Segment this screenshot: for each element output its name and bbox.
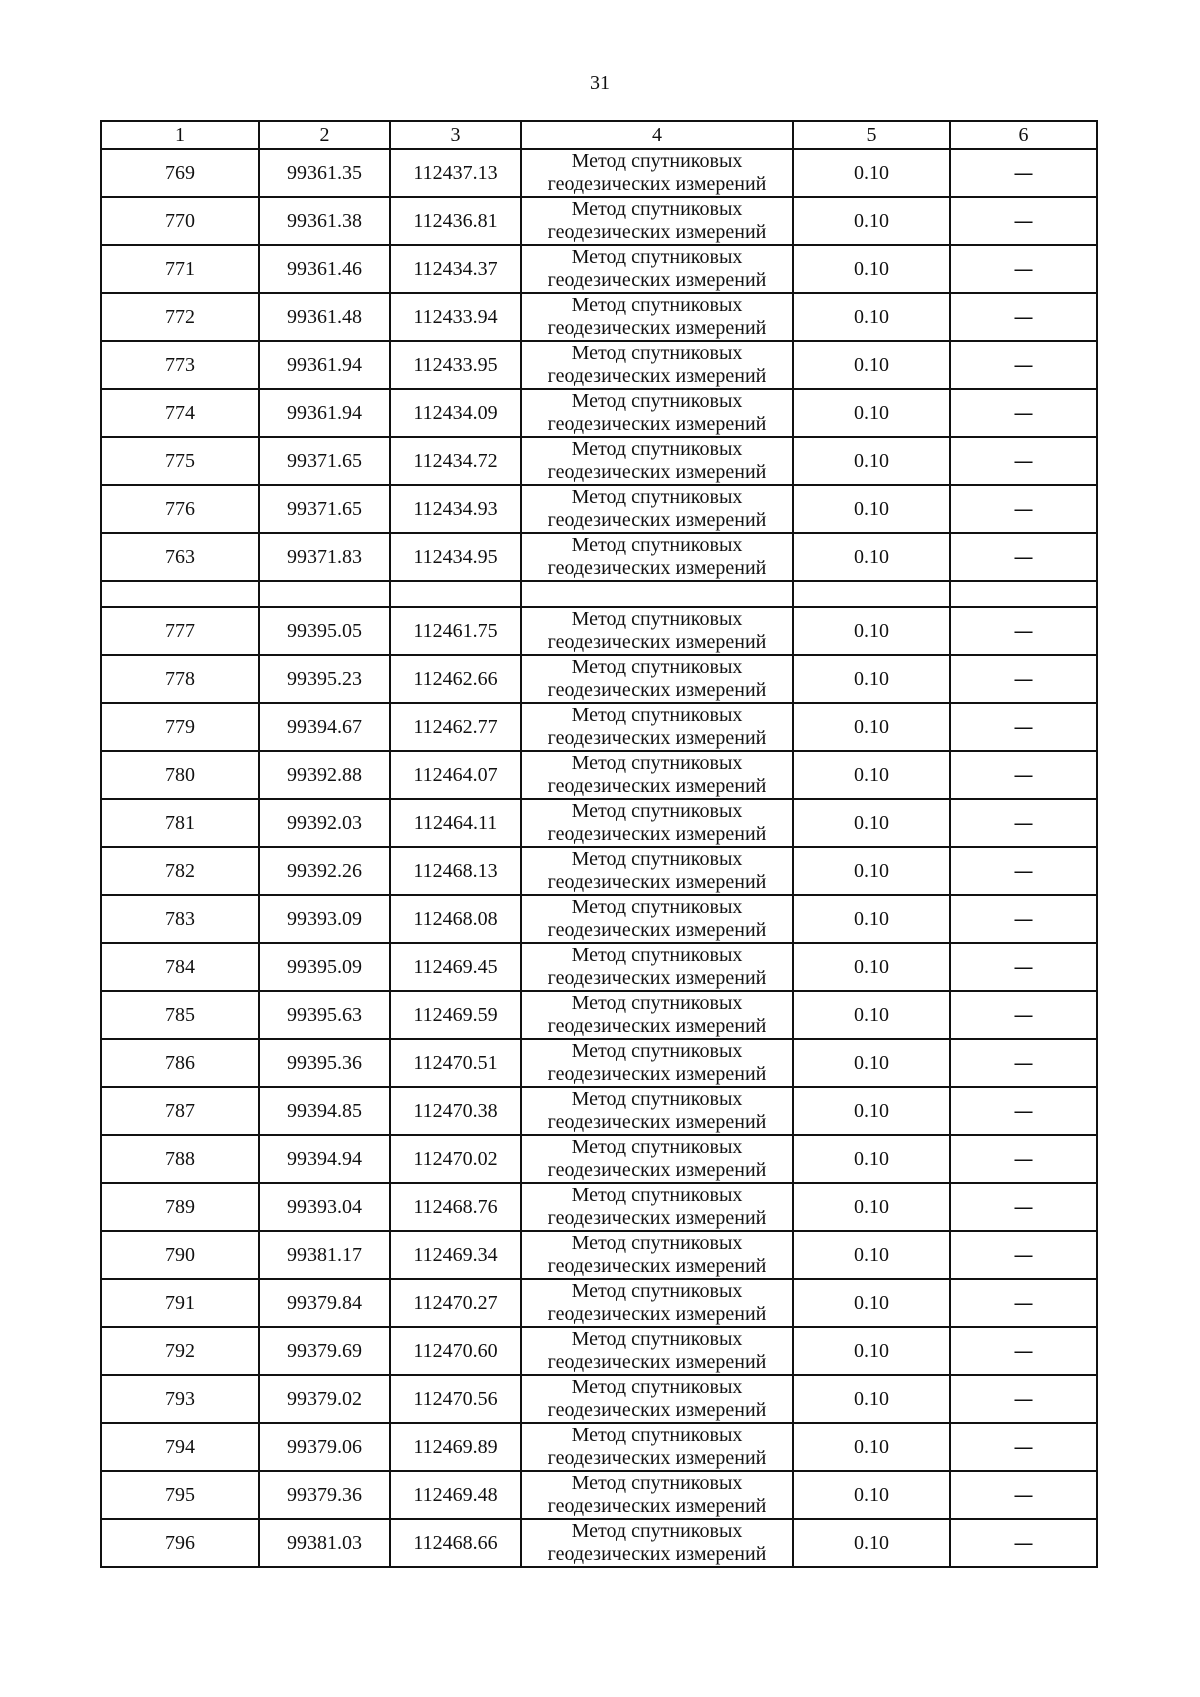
precision-cell: 0.10 [793,991,950,1039]
x-coordinate-cell: 99381.03 [259,1519,390,1567]
table-row [101,533,1097,581]
point-number-cell: 776 [101,485,259,533]
note-cell: — [950,1231,1097,1279]
point-number-cell: 771 [101,245,259,293]
method-cell [521,847,793,895]
column-header: 6 [950,121,1097,149]
precision-cell: 0.10 [793,1375,950,1423]
note-cell: — [950,1471,1097,1519]
method-line-2: геодезических измерений [547,919,767,941]
precision-cell: 0.10 [793,847,950,895]
note-cell: — [950,1375,1097,1423]
method-cell [521,485,793,533]
table-row [101,655,1097,703]
point-number-cell: 788 [101,1135,259,1183]
y-coordinate-cell: 112464.11 [390,799,521,847]
method-line-1: Метод спутниковых [571,1040,743,1062]
method-cell [521,437,793,485]
method-cell [521,1183,793,1231]
method-cell [521,1519,793,1567]
table-row [101,293,1097,341]
note-cell: — [950,703,1097,751]
page-number: 31 [590,72,610,94]
method-cell [521,799,793,847]
method-line-2: геодезических измерений [547,413,767,435]
note-cell: — [950,655,1097,703]
method-line-2: геодезических измерений [547,1063,767,1085]
x-coordinate-cell: 99394.67 [259,703,390,751]
method-line-2: геодезических измерений [547,173,767,195]
point-number-cell: 794 [101,1423,259,1471]
x-coordinate-cell: 99394.94 [259,1135,390,1183]
precision-cell: 0.10 [793,1135,950,1183]
method-line-1: Метод спутниковых [571,294,743,316]
precision-cell: 0.10 [793,485,950,533]
table-row [101,245,1097,293]
y-coordinate-cell: 112469.45 [390,943,521,991]
x-coordinate-cell: 99361.94 [259,341,390,389]
y-coordinate-cell: 112470.38 [390,1087,521,1135]
method-cell [521,1327,793,1375]
y-coordinate-cell: 112470.02 [390,1135,521,1183]
method-line-1: Метод спутниковых [571,848,743,870]
table-row [101,1327,1097,1375]
x-coordinate-cell: 99361.38 [259,197,390,245]
note-cell: — [950,341,1097,389]
note-cell: — [950,1183,1097,1231]
method-cell [521,197,793,245]
point-number-cell: 772 [101,293,259,341]
method-line-2: геодезических измерений [547,1255,767,1277]
x-coordinate-cell: 99361.46 [259,245,390,293]
method-line-1: Метод спутниковых [571,1184,743,1206]
x-coordinate-cell: 99379.36 [259,1471,390,1519]
precision-cell: 0.10 [793,1471,950,1519]
note-cell: — [950,245,1097,293]
x-coordinate-cell: 99395.36 [259,1039,390,1087]
point-number-cell: 770 [101,197,259,245]
y-coordinate-cell: 112470.51 [390,1039,521,1087]
method-line-1: Метод спутниковых [571,944,743,966]
precision-cell: 0.10 [793,293,950,341]
table-row [101,389,1097,437]
method-line-2: геодезических измерений [547,775,767,797]
precision-cell: 0.10 [793,895,950,943]
method-line-1: Метод спутниковых [571,1136,743,1158]
precision-cell: 0.10 [793,1231,950,1279]
column-header: 3 [390,121,521,149]
method-line-1: Метод спутниковых [571,1088,743,1110]
method-line-2: геодезических измерений [547,557,767,579]
method-cell [521,1039,793,1087]
empty-cell [390,581,521,607]
x-coordinate-cell: 99379.84 [259,1279,390,1327]
column-header: 5 [793,121,950,149]
table-row [101,703,1097,751]
empty-cell [101,581,259,607]
y-coordinate-cell: 112434.93 [390,485,521,533]
precision-cell: 0.10 [793,389,950,437]
y-coordinate-cell: 112434.72 [390,437,521,485]
point-number-cell: 793 [101,1375,259,1423]
method-cell [521,895,793,943]
x-coordinate-cell: 99371.65 [259,485,390,533]
y-coordinate-cell: 112461.75 [390,607,521,655]
method-line-1: Метод спутниковых [571,390,743,412]
method-line-2: геодезических измерений [547,1015,767,1037]
method-line-1: Метод спутниковых [571,342,743,364]
method-cell [521,1375,793,1423]
precision-cell: 0.10 [793,1279,950,1327]
x-coordinate-cell: 99379.06 [259,1423,390,1471]
method-cell [521,943,793,991]
method-line-2: геодезических измерений [547,1399,767,1421]
table-row [101,1087,1097,1135]
method-line-1: Метод спутниковых [571,656,743,678]
precision-cell: 0.10 [793,533,950,581]
y-coordinate-cell: 112437.13 [390,149,521,197]
table-row [101,895,1097,943]
point-number-cell: 785 [101,991,259,1039]
x-coordinate-cell: 99392.03 [259,799,390,847]
y-coordinate-cell: 112434.37 [390,245,521,293]
y-coordinate-cell: 112470.60 [390,1327,521,1375]
note-cell: — [950,485,1097,533]
point-number-cell: 763 [101,533,259,581]
method-line-1: Метод спутниковых [571,198,743,220]
table-row [101,1231,1097,1279]
note-cell: — [950,1519,1097,1567]
x-coordinate-cell: 99381.17 [259,1231,390,1279]
precision-cell: 0.10 [793,1327,950,1375]
y-coordinate-cell: 112469.48 [390,1471,521,1519]
point-number-cell: 781 [101,799,259,847]
method-line-2: геодезических измерений [547,679,767,701]
table-row [101,943,1097,991]
x-coordinate-cell: 99395.23 [259,655,390,703]
note-cell: — [950,1039,1097,1087]
method-cell [521,1423,793,1471]
point-number-cell: 789 [101,1183,259,1231]
y-coordinate-cell: 112433.95 [390,341,521,389]
method-line-2: геодезических измерений [547,317,767,339]
point-number-cell: 783 [101,895,259,943]
precision-cell: 0.10 [793,607,950,655]
note-cell: — [950,847,1097,895]
note-cell: — [950,1279,1097,1327]
method-cell [521,991,793,1039]
method-line-2: геодезических измерений [547,1543,767,1565]
x-coordinate-cell: 99393.04 [259,1183,390,1231]
note-cell: — [950,1327,1097,1375]
note-cell: — [950,197,1097,245]
method-cell [521,293,793,341]
note-cell: — [950,799,1097,847]
method-line-1: Метод спутниковых [571,752,743,774]
table-row [101,149,1097,197]
method-line-1: Метод спутниковых [571,1424,743,1446]
empty-cell [950,581,1097,607]
point-number-cell: 787 [101,1087,259,1135]
x-coordinate-cell: 99379.69 [259,1327,390,1375]
method-line-2: геодезических измерений [547,269,767,291]
note-cell: — [950,437,1097,485]
table-row [101,799,1097,847]
x-coordinate-cell: 99392.88 [259,751,390,799]
method-line-2: геодезических измерений [547,221,767,243]
table-row [101,1039,1097,1087]
y-coordinate-cell: 112464.07 [390,751,521,799]
method-cell [521,751,793,799]
method-cell [521,341,793,389]
method-line-1: Метод спутниковых [571,150,743,172]
note-cell: — [950,991,1097,1039]
table-header-row [101,121,1097,149]
table-row [101,1135,1097,1183]
x-coordinate-cell: 99395.09 [259,943,390,991]
point-number-cell: 778 [101,655,259,703]
x-coordinate-cell: 99392.26 [259,847,390,895]
y-coordinate-cell: 112469.59 [390,991,521,1039]
method-line-2: геодезических измерений [547,967,767,989]
method-line-2: геодезических измерений [547,365,767,387]
method-line-2: геодезических измерений [547,871,767,893]
table-row [101,607,1097,655]
precision-cell: 0.10 [793,149,950,197]
precision-cell: 0.10 [793,751,950,799]
note-cell: — [950,607,1097,655]
empty-cell [259,581,390,607]
table-row [101,1183,1097,1231]
note-cell: — [950,751,1097,799]
method-line-1: Метод спутниковых [571,1520,743,1542]
precision-cell: 0.10 [793,1039,950,1087]
table-row [101,1375,1097,1423]
method-line-1: Метод спутниковых [571,608,743,630]
method-cell [521,1279,793,1327]
table-row [101,991,1097,1039]
table-row [101,1519,1097,1567]
method-cell [521,1087,793,1135]
precision-cell: 0.10 [793,799,950,847]
method-cell [521,1135,793,1183]
empty-cell [521,581,793,607]
method-cell [521,703,793,751]
point-number-cell: 786 [101,1039,259,1087]
x-coordinate-cell: 99361.35 [259,149,390,197]
x-coordinate-cell: 99361.94 [259,389,390,437]
y-coordinate-cell: 112468.66 [390,1519,521,1567]
y-coordinate-cell: 112462.66 [390,655,521,703]
note-cell: — [950,533,1097,581]
method-line-2: геодезических измерений [547,631,767,653]
table-row [101,1423,1097,1471]
x-coordinate-cell: 99393.09 [259,895,390,943]
method-line-2: геодезических измерений [547,1111,767,1133]
method-cell [521,245,793,293]
method-line-1: Метод спутниковых [571,1472,743,1494]
method-line-1: Метод спутниковых [571,800,743,822]
note-cell: — [950,1423,1097,1471]
point-number-cell: 790 [101,1231,259,1279]
y-coordinate-cell: 112434.95 [390,533,521,581]
column-header: 4 [521,121,793,149]
method-line-2: геодезических измерений [547,1207,767,1229]
method-line-2: геодезических измерений [547,823,767,845]
table-row [101,197,1097,245]
point-number-cell: 795 [101,1471,259,1519]
method-cell [521,607,793,655]
method-line-1: Метод спутниковых [571,704,743,726]
precision-cell: 0.10 [793,245,950,293]
method-line-1: Метод спутниковых [571,896,743,918]
y-coordinate-cell: 112436.81 [390,197,521,245]
point-number-cell: 777 [101,607,259,655]
note-cell: — [950,943,1097,991]
method-line-2: геодезических измерений [547,1159,767,1181]
point-number-cell: 774 [101,389,259,437]
method-line-2: геодезических измерений [547,509,767,531]
method-line-1: Метод спутниковых [571,486,743,508]
precision-cell: 0.10 [793,1087,950,1135]
y-coordinate-cell: 112469.89 [390,1423,521,1471]
x-coordinate-cell: 99361.48 [259,293,390,341]
method-line-2: геодезических измерений [547,461,767,483]
y-coordinate-cell: 112468.13 [390,847,521,895]
point-number-cell: 791 [101,1279,259,1327]
method-line-2: геодезических измерений [547,1303,767,1325]
y-coordinate-cell: 112468.08 [390,895,521,943]
x-coordinate-cell: 99395.05 [259,607,390,655]
method-line-1: Метод спутниковых [571,1280,743,1302]
point-number-cell: 782 [101,847,259,895]
table-row [101,485,1097,533]
empty-cell [793,581,950,607]
method-line-2: геодезических измерений [547,1495,767,1517]
method-line-2: геодезических измерений [547,1351,767,1373]
point-number-cell: 769 [101,149,259,197]
precision-cell: 0.10 [793,1183,950,1231]
column-header: 2 [259,121,390,149]
note-cell: — [950,1135,1097,1183]
point-number-cell: 780 [101,751,259,799]
y-coordinate-cell: 112433.94 [390,293,521,341]
method-cell [521,389,793,437]
table-row [101,847,1097,895]
column-header: 1 [101,121,259,149]
point-number-cell: 775 [101,437,259,485]
note-cell: — [950,389,1097,437]
note-cell: — [950,293,1097,341]
method-line-2: геодезических измерений [547,1447,767,1469]
note-cell: — [950,895,1097,943]
method-line-1: Метод спутниковых [571,438,743,460]
table-row [101,341,1097,389]
method-cell [521,149,793,197]
separator-row [101,581,1097,607]
method-line-1: Метод спутниковых [571,246,743,268]
method-cell [521,1231,793,1279]
precision-cell: 0.10 [793,655,950,703]
precision-cell: 0.10 [793,1519,950,1567]
x-coordinate-cell: 99379.02 [259,1375,390,1423]
point-number-cell: 792 [101,1327,259,1375]
x-coordinate-cell: 99394.85 [259,1087,390,1135]
x-coordinate-cell: 99395.63 [259,991,390,1039]
y-coordinate-cell: 112470.56 [390,1375,521,1423]
table-row [101,751,1097,799]
note-cell: — [950,149,1097,197]
method-cell [521,655,793,703]
precision-cell: 0.10 [793,197,950,245]
y-coordinate-cell: 112462.77 [390,703,521,751]
method-cell [521,1471,793,1519]
method-line-1: Метод спутниковых [571,1328,743,1350]
coordinates-table [100,120,1098,1568]
point-number-cell: 796 [101,1519,259,1567]
x-coordinate-cell: 99371.65 [259,437,390,485]
y-coordinate-cell: 112469.34 [390,1231,521,1279]
point-number-cell: 773 [101,341,259,389]
method-line-1: Метод спутниковых [571,992,743,1014]
precision-cell: 0.10 [793,703,950,751]
note-cell: — [950,1087,1097,1135]
precision-cell: 0.10 [793,943,950,991]
point-number-cell: 784 [101,943,259,991]
method-cell [521,533,793,581]
method-line-2: геодезических измерений [547,727,767,749]
precision-cell: 0.10 [793,437,950,485]
table-row [101,1279,1097,1327]
y-coordinate-cell: 112470.27 [390,1279,521,1327]
method-line-1: Метод спутниковых [571,534,743,556]
method-line-1: Метод спутниковых [571,1232,743,1254]
point-number-cell: 779 [101,703,259,751]
precision-cell: 0.10 [793,341,950,389]
x-coordinate-cell: 99371.83 [259,533,390,581]
table-row [101,1471,1097,1519]
y-coordinate-cell: 112434.09 [390,389,521,437]
method-line-1: Метод спутниковых [571,1376,743,1398]
table-row [101,437,1097,485]
precision-cell: 0.10 [793,1423,950,1471]
y-coordinate-cell: 112468.76 [390,1183,521,1231]
